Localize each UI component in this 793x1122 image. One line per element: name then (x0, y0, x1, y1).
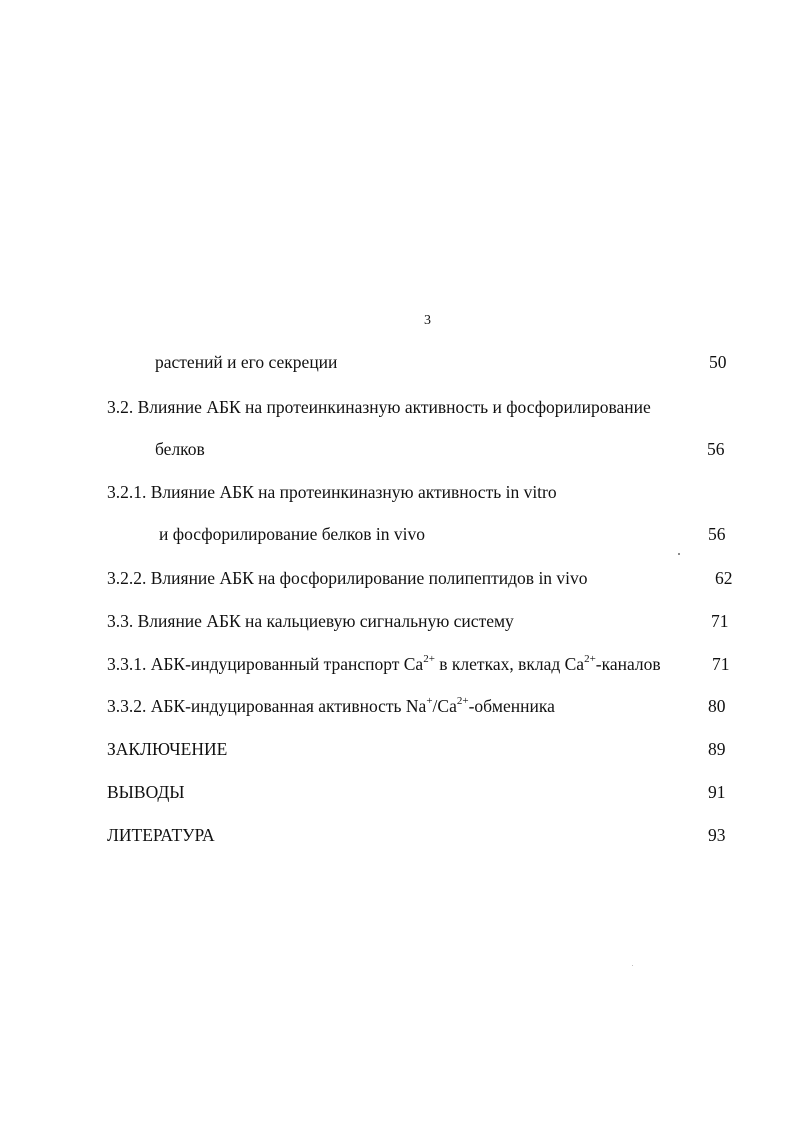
toc-entry-title: 3.2.1. Влияние АБК на протеинкиназную активность in vitro (107, 482, 557, 502)
toc-entry-page: 62 (715, 568, 733, 588)
toc-entry-title: 3.3.2. АБК-индуцированная активность $Na^+/Ca^{2+}$-обменника (107, 695, 555, 716)
toc-entry-page: 91 (708, 782, 726, 802)
toc-entry (107, 480, 747, 504)
toc-entry-page: 56 (708, 524, 726, 544)
toc-entry (107, 395, 747, 419)
toc-entry-page: 80 (708, 696, 726, 716)
toc-entry (107, 652, 747, 676)
toc-entry (107, 566, 747, 590)
toc-entry-title: 3.2.2. Влияние АБК на фосфорилирование полипептидов in vivo (107, 568, 588, 588)
toc-entry-page: 71 (712, 654, 730, 674)
scan-speck (678, 553, 680, 555)
toc-entry (107, 522, 747, 546)
toc-entry (107, 609, 747, 633)
toc-entry-title: растений и его секреции (155, 352, 338, 372)
toc-entry-title: и фосфорилирование белков in vivo (159, 524, 425, 544)
toc-entry-page: 93 (708, 825, 726, 845)
toc-entry-page: 71 (711, 611, 729, 631)
scan-speck (632, 965, 633, 966)
toc-entry-title: белков (155, 439, 205, 459)
toc-entry-title: 3.3. Влияние АБК на кальциевую сигнальную систему (107, 611, 514, 631)
toc-entry (107, 350, 747, 374)
toc-entry-page: 56 (707, 439, 725, 459)
toc-entry-page: 50 (709, 352, 727, 372)
toc-entry (107, 780, 747, 804)
toc-entry-title: ЛИТЕРАТУРА (107, 825, 215, 845)
toc-entry-title: ВЫВОДЫ (107, 782, 185, 802)
toc-entry (107, 737, 747, 761)
toc-entry (107, 823, 747, 847)
toc-entry (107, 694, 747, 718)
toc-entry-title: 3.2. Влияние АБК на протеинкиназную активность и фосфорилирование (107, 397, 651, 417)
page-number: 3 (424, 313, 431, 328)
toc-entry-title: 3.3.1. АБК-индуцированный транспорт $Ca^{2+}$ в клетках, вклад $Ca^{2+}$-каналов (107, 653, 661, 674)
toc-entry-page: 89 (708, 739, 726, 759)
toc-entry (107, 437, 747, 461)
toc-entry-title: ЗАКЛЮЧЕНИЕ (107, 739, 228, 759)
